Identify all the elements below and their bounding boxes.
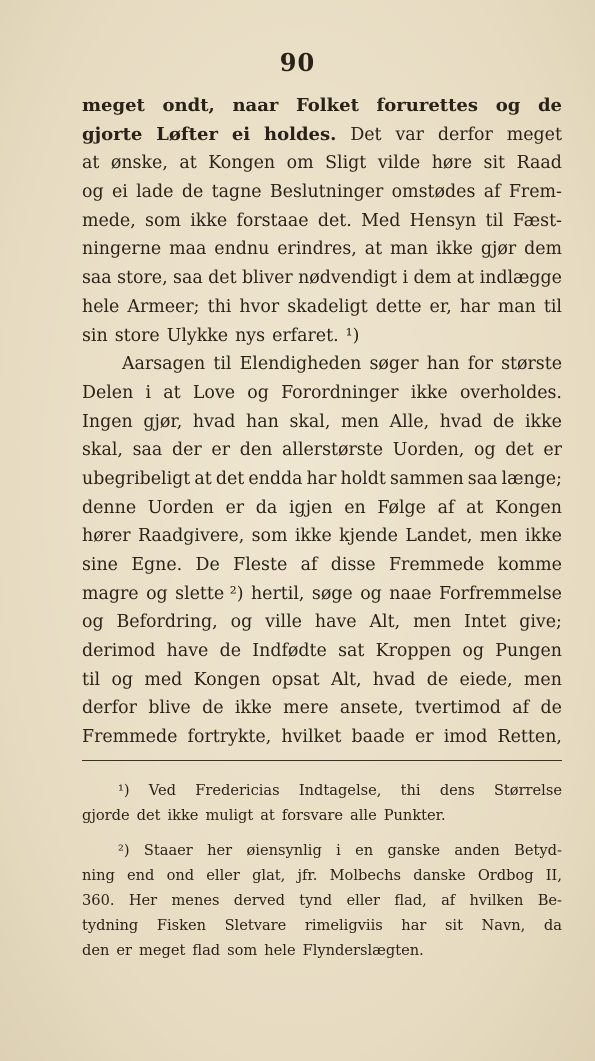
word: af bbox=[512, 698, 530, 719]
text-line bbox=[82, 92, 562, 121]
word: det. bbox=[317, 210, 352, 231]
word: og bbox=[360, 583, 382, 604]
word: dens bbox=[439, 782, 475, 799]
word: Fæst- bbox=[512, 210, 562, 231]
word: han bbox=[246, 411, 279, 432]
text-line bbox=[82, 293, 562, 322]
word: ønske, bbox=[110, 153, 168, 174]
word: dette bbox=[375, 296, 422, 317]
word: store, bbox=[117, 268, 168, 289]
word: Punkter. bbox=[383, 807, 446, 824]
word: Intet bbox=[463, 612, 507, 633]
text-line bbox=[82, 838, 562, 863]
word: til bbox=[82, 669, 101, 690]
word: Indfødte bbox=[252, 641, 327, 662]
word: mede, bbox=[82, 210, 136, 231]
word: har bbox=[459, 296, 490, 317]
word: Betyd- bbox=[514, 842, 562, 859]
word: Sligt bbox=[325, 153, 367, 174]
word: de bbox=[492, 411, 515, 432]
word: Alle, bbox=[389, 411, 430, 432]
word: Uorden bbox=[147, 497, 214, 518]
word: Kroppen bbox=[375, 641, 452, 662]
word: her bbox=[207, 842, 233, 859]
word: ganske bbox=[387, 842, 440, 859]
word: Fleste bbox=[233, 555, 288, 575]
word: Molbechs bbox=[329, 867, 402, 884]
page-number: 90 bbox=[279, 48, 316, 77]
word: Fisken bbox=[156, 917, 206, 934]
text-line bbox=[82, 494, 562, 523]
word: Her bbox=[128, 892, 158, 909]
word: tydning bbox=[82, 917, 139, 934]
word: hvad bbox=[192, 411, 236, 432]
word: da bbox=[543, 917, 562, 934]
word: at bbox=[163, 382, 181, 403]
word: overholdes. bbox=[459, 382, 562, 403]
word: og bbox=[462, 641, 485, 662]
word: Fremmede bbox=[388, 555, 485, 575]
word: og bbox=[82, 182, 104, 203]
word: imod bbox=[443, 727, 488, 748]
word: tvertimod bbox=[414, 698, 501, 719]
word: at bbox=[364, 239, 383, 260]
word: hvilken bbox=[469, 892, 524, 909]
word: for bbox=[467, 354, 493, 375]
word: er bbox=[116, 942, 133, 959]
word: Elendigheden bbox=[239, 354, 362, 375]
word: slette ²) bbox=[175, 583, 244, 604]
word: ubegribeligt bbox=[82, 468, 191, 489]
word: at bbox=[82, 153, 100, 174]
word: Be- bbox=[537, 892, 562, 909]
word: menes bbox=[171, 892, 220, 909]
word: erfaret. bbox=[272, 325, 339, 346]
word: baade bbox=[351, 727, 405, 748]
text-line bbox=[82, 580, 562, 609]
word: Alt, bbox=[330, 669, 362, 690]
word: er bbox=[225, 497, 245, 518]
word: indlægge bbox=[479, 268, 562, 289]
text-line bbox=[82, 694, 562, 723]
word: største bbox=[501, 354, 562, 375]
word: Folket bbox=[296, 95, 359, 116]
word: det bbox=[505, 440, 534, 461]
word: magre bbox=[82, 583, 139, 604]
word: II, bbox=[545, 867, 562, 884]
word: Ingen bbox=[82, 411, 133, 432]
word: saa bbox=[467, 468, 498, 489]
word: eiede, bbox=[459, 669, 513, 690]
word: komme bbox=[497, 555, 562, 575]
text-line bbox=[82, 913, 562, 938]
word: anden bbox=[454, 842, 500, 859]
footnote-divider bbox=[82, 760, 562, 761]
text-line bbox=[82, 723, 562, 752]
word: Fremmede bbox=[82, 727, 178, 748]
word: Ulykke bbox=[166, 325, 229, 346]
footnote-gap bbox=[82, 828, 562, 838]
word: sit bbox=[483, 153, 506, 174]
word: jfr. bbox=[297, 867, 318, 884]
word: skal, bbox=[82, 440, 123, 461]
word: ikke bbox=[524, 411, 562, 432]
word: de bbox=[219, 641, 242, 662]
text-line bbox=[82, 863, 562, 888]
word: Løfter bbox=[156, 123, 218, 145]
text-line bbox=[82, 551, 562, 580]
word: Armeer; bbox=[127, 296, 200, 317]
text-line bbox=[82, 149, 562, 178]
word: erindres, bbox=[277, 239, 357, 260]
footnote bbox=[82, 778, 562, 828]
word: som bbox=[227, 942, 258, 959]
text-line bbox=[82, 235, 562, 264]
word: ond bbox=[166, 867, 195, 884]
body-text bbox=[82, 92, 562, 752]
word: og bbox=[82, 612, 104, 633]
word: forsvare bbox=[281, 807, 344, 824]
word: er bbox=[211, 440, 231, 461]
word: endnu bbox=[214, 239, 270, 260]
word: af bbox=[437, 497, 455, 518]
word: er bbox=[543, 440, 562, 461]
text-line bbox=[82, 322, 562, 351]
text-line bbox=[82, 436, 562, 465]
word: ikke bbox=[190, 210, 228, 231]
word: har bbox=[401, 917, 427, 934]
word: hvor bbox=[239, 296, 280, 317]
word: allerstørste bbox=[282, 440, 384, 461]
word: og bbox=[473, 440, 496, 461]
word: gjorde bbox=[82, 807, 130, 824]
word: derimod bbox=[82, 641, 156, 662]
word: Uorden, bbox=[392, 440, 465, 461]
word: glat, bbox=[252, 867, 286, 884]
word: har bbox=[306, 468, 337, 489]
word: Frem- bbox=[508, 182, 562, 203]
word: maa bbox=[169, 239, 207, 260]
word: Fredericias bbox=[195, 782, 280, 799]
word: ansete, bbox=[339, 698, 404, 719]
word: omstødes bbox=[391, 182, 476, 203]
word: Det bbox=[350, 124, 382, 145]
word: meget bbox=[139, 942, 186, 959]
word: om bbox=[286, 153, 314, 174]
word: flad bbox=[192, 942, 221, 959]
text-line bbox=[82, 778, 562, 803]
word: Forordninger bbox=[281, 382, 399, 403]
word: De bbox=[195, 555, 220, 575]
word: have bbox=[314, 612, 357, 633]
word: men bbox=[341, 411, 379, 432]
word: de bbox=[181, 182, 204, 203]
word: en bbox=[355, 842, 374, 859]
word: derfor bbox=[82, 698, 137, 719]
word: Kongen bbox=[193, 669, 261, 690]
word: Ved bbox=[148, 782, 176, 799]
word: at bbox=[179, 153, 197, 174]
word: hvilket bbox=[281, 727, 342, 748]
text-line bbox=[82, 264, 562, 293]
word: af bbox=[441, 892, 456, 909]
word: Pungen bbox=[495, 641, 562, 662]
word: 360. bbox=[82, 892, 115, 909]
word: som bbox=[145, 210, 181, 231]
text-line bbox=[82, 350, 562, 379]
word: med bbox=[144, 669, 183, 690]
word: Aarsagen bbox=[122, 354, 206, 375]
word: forurettes bbox=[376, 95, 479, 116]
text-line bbox=[82, 408, 562, 437]
text-line bbox=[82, 608, 562, 637]
word: give; bbox=[519, 612, 562, 633]
word: rimeligviis bbox=[304, 917, 383, 934]
word: Sletvare bbox=[224, 917, 287, 934]
word: dem bbox=[413, 268, 452, 289]
word: og bbox=[146, 583, 168, 604]
word: ikke bbox=[410, 382, 448, 403]
word: men bbox=[413, 612, 452, 633]
word: at bbox=[260, 807, 275, 824]
word: sine bbox=[82, 555, 118, 575]
word: hele bbox=[82, 296, 120, 317]
word: lade bbox=[136, 182, 174, 203]
word: naar bbox=[232, 95, 279, 116]
word: danske bbox=[413, 867, 466, 884]
word: til bbox=[485, 210, 504, 231]
word: ning bbox=[82, 867, 115, 884]
word: eller bbox=[206, 867, 240, 884]
word: det bbox=[215, 468, 245, 489]
word: sammen bbox=[389, 468, 464, 489]
word: meget bbox=[506, 124, 562, 145]
word: naae bbox=[389, 583, 432, 604]
word: Staaer bbox=[143, 842, 193, 859]
text-line bbox=[82, 121, 562, 150]
text-line bbox=[82, 178, 562, 207]
word: ikke bbox=[234, 698, 272, 719]
word: men bbox=[479, 526, 518, 547]
word: holdes. bbox=[264, 123, 337, 145]
word: holdt bbox=[340, 468, 386, 489]
word: at bbox=[194, 468, 212, 489]
word: men bbox=[523, 669, 562, 690]
word: ondt, bbox=[162, 95, 215, 116]
word: og bbox=[247, 382, 269, 403]
word: hvad bbox=[439, 411, 483, 432]
word: fortrykte, bbox=[187, 727, 272, 748]
word: søge bbox=[311, 583, 353, 604]
word: sit bbox=[444, 917, 463, 934]
text-line bbox=[82, 207, 562, 236]
word: ¹) bbox=[118, 782, 130, 799]
word: Egne. bbox=[131, 555, 183, 575]
word: der bbox=[171, 440, 202, 461]
word: thi bbox=[400, 782, 421, 799]
word: Retten, bbox=[497, 727, 562, 748]
word: Størrelse bbox=[493, 782, 562, 799]
word: hvad bbox=[372, 669, 416, 690]
word: sat bbox=[338, 641, 365, 662]
word: blive bbox=[148, 698, 191, 719]
word: længe; bbox=[501, 468, 562, 489]
word: Raadgivere, bbox=[137, 526, 245, 547]
word: muligt bbox=[205, 807, 254, 824]
word: at bbox=[466, 497, 484, 518]
footnote bbox=[82, 838, 562, 963]
word: Landet, bbox=[405, 526, 473, 547]
word: Hensyn bbox=[409, 210, 477, 231]
word: er bbox=[414, 727, 434, 748]
word: hele bbox=[264, 942, 296, 959]
word: ikke bbox=[167, 807, 199, 824]
word: den bbox=[82, 942, 110, 959]
word: de bbox=[537, 95, 562, 116]
word: disse bbox=[330, 555, 376, 575]
word: de bbox=[202, 698, 224, 719]
word: Raad bbox=[516, 153, 562, 174]
text-line bbox=[82, 379, 562, 408]
word: det bbox=[136, 807, 161, 824]
word: gjør, bbox=[143, 411, 183, 432]
word: hører bbox=[82, 526, 131, 547]
word: man bbox=[390, 239, 429, 260]
word: i bbox=[402, 268, 409, 289]
word: Navn, bbox=[481, 917, 526, 934]
word: saa bbox=[82, 268, 112, 289]
word: thi bbox=[207, 296, 232, 317]
text-line bbox=[82, 803, 562, 828]
word: Delen bbox=[82, 382, 134, 403]
word: vilde bbox=[377, 153, 421, 174]
word: i bbox=[145, 382, 152, 403]
word: ikke bbox=[294, 526, 332, 547]
text-line bbox=[82, 637, 562, 666]
word: Kongen bbox=[495, 497, 562, 518]
word: flad, bbox=[394, 892, 427, 909]
word: er, bbox=[429, 296, 452, 317]
word: kjende bbox=[339, 526, 398, 547]
word: sin bbox=[82, 325, 108, 346]
word: den bbox=[239, 440, 273, 461]
word: at bbox=[456, 268, 475, 289]
word: forstaae bbox=[236, 210, 309, 231]
word: Ordbog bbox=[477, 867, 534, 884]
word: gjorte bbox=[82, 123, 143, 145]
word: Med bbox=[361, 210, 401, 231]
word: opsat bbox=[271, 669, 320, 690]
word: ikke bbox=[525, 526, 562, 547]
word: meget bbox=[82, 95, 145, 116]
text-line bbox=[82, 666, 562, 695]
word: Forfremmelse bbox=[438, 583, 562, 604]
word: høre bbox=[431, 153, 473, 174]
word: endda bbox=[248, 468, 303, 489]
word: en bbox=[344, 497, 366, 518]
text-line bbox=[82, 938, 562, 963]
word: ei bbox=[111, 182, 128, 203]
word: Følge bbox=[377, 497, 426, 518]
word: det bbox=[208, 268, 237, 289]
word: gjør bbox=[480, 239, 517, 260]
text-line bbox=[82, 888, 562, 913]
word: ei bbox=[231, 123, 251, 145]
word: derfor bbox=[437, 124, 493, 145]
footnotes bbox=[82, 778, 562, 963]
word: Beslutninger bbox=[269, 182, 384, 203]
word: nys bbox=[235, 325, 266, 346]
word: og bbox=[111, 669, 134, 690]
word: nødvendigt bbox=[298, 268, 398, 289]
word: til bbox=[213, 354, 232, 375]
word: Indtagelse, bbox=[298, 782, 382, 799]
word: igjen bbox=[288, 497, 333, 518]
word: saa bbox=[132, 440, 163, 461]
word: i bbox=[336, 842, 341, 859]
word: dem bbox=[524, 239, 562, 260]
word: bliver bbox=[241, 268, 293, 289]
word: alle bbox=[350, 807, 377, 824]
word: søger bbox=[369, 354, 419, 375]
word: hertil, bbox=[250, 583, 305, 604]
word: denne bbox=[82, 497, 137, 518]
word: tynd bbox=[299, 892, 333, 909]
word: Befordring, bbox=[116, 612, 218, 633]
word: end bbox=[127, 867, 155, 884]
word: de bbox=[540, 698, 562, 719]
word: og bbox=[230, 612, 253, 633]
word: man bbox=[497, 296, 536, 317]
word: skadeligt bbox=[287, 296, 368, 317]
word: Kongen bbox=[208, 153, 276, 174]
word: var bbox=[395, 124, 424, 145]
word: ¹) bbox=[345, 325, 360, 346]
word: skal, bbox=[289, 411, 331, 432]
word: ²) bbox=[118, 842, 130, 859]
word: eller bbox=[346, 892, 381, 909]
word: da bbox=[255, 497, 278, 518]
word: ningerne bbox=[82, 239, 162, 260]
text-line bbox=[82, 522, 562, 551]
word: store bbox=[114, 325, 160, 346]
word: have bbox=[166, 641, 209, 662]
word: saa bbox=[173, 268, 203, 289]
word: til bbox=[543, 296, 562, 317]
word: Flynderslægten. bbox=[302, 942, 424, 959]
word: af bbox=[483, 182, 501, 203]
word: Love bbox=[192, 382, 236, 403]
word: tagne bbox=[211, 182, 262, 203]
word: de bbox=[426, 669, 449, 690]
word: ville bbox=[265, 612, 302, 633]
word: Alt, bbox=[369, 612, 401, 633]
word: og bbox=[495, 95, 521, 116]
word: mere bbox=[283, 698, 329, 719]
word: som bbox=[251, 526, 288, 547]
word: han bbox=[426, 354, 460, 375]
word: derved bbox=[233, 892, 285, 909]
word: ikke bbox=[435, 239, 473, 260]
word: øiensynlig bbox=[246, 842, 322, 859]
text-line bbox=[82, 465, 562, 494]
word: af bbox=[300, 555, 318, 575]
